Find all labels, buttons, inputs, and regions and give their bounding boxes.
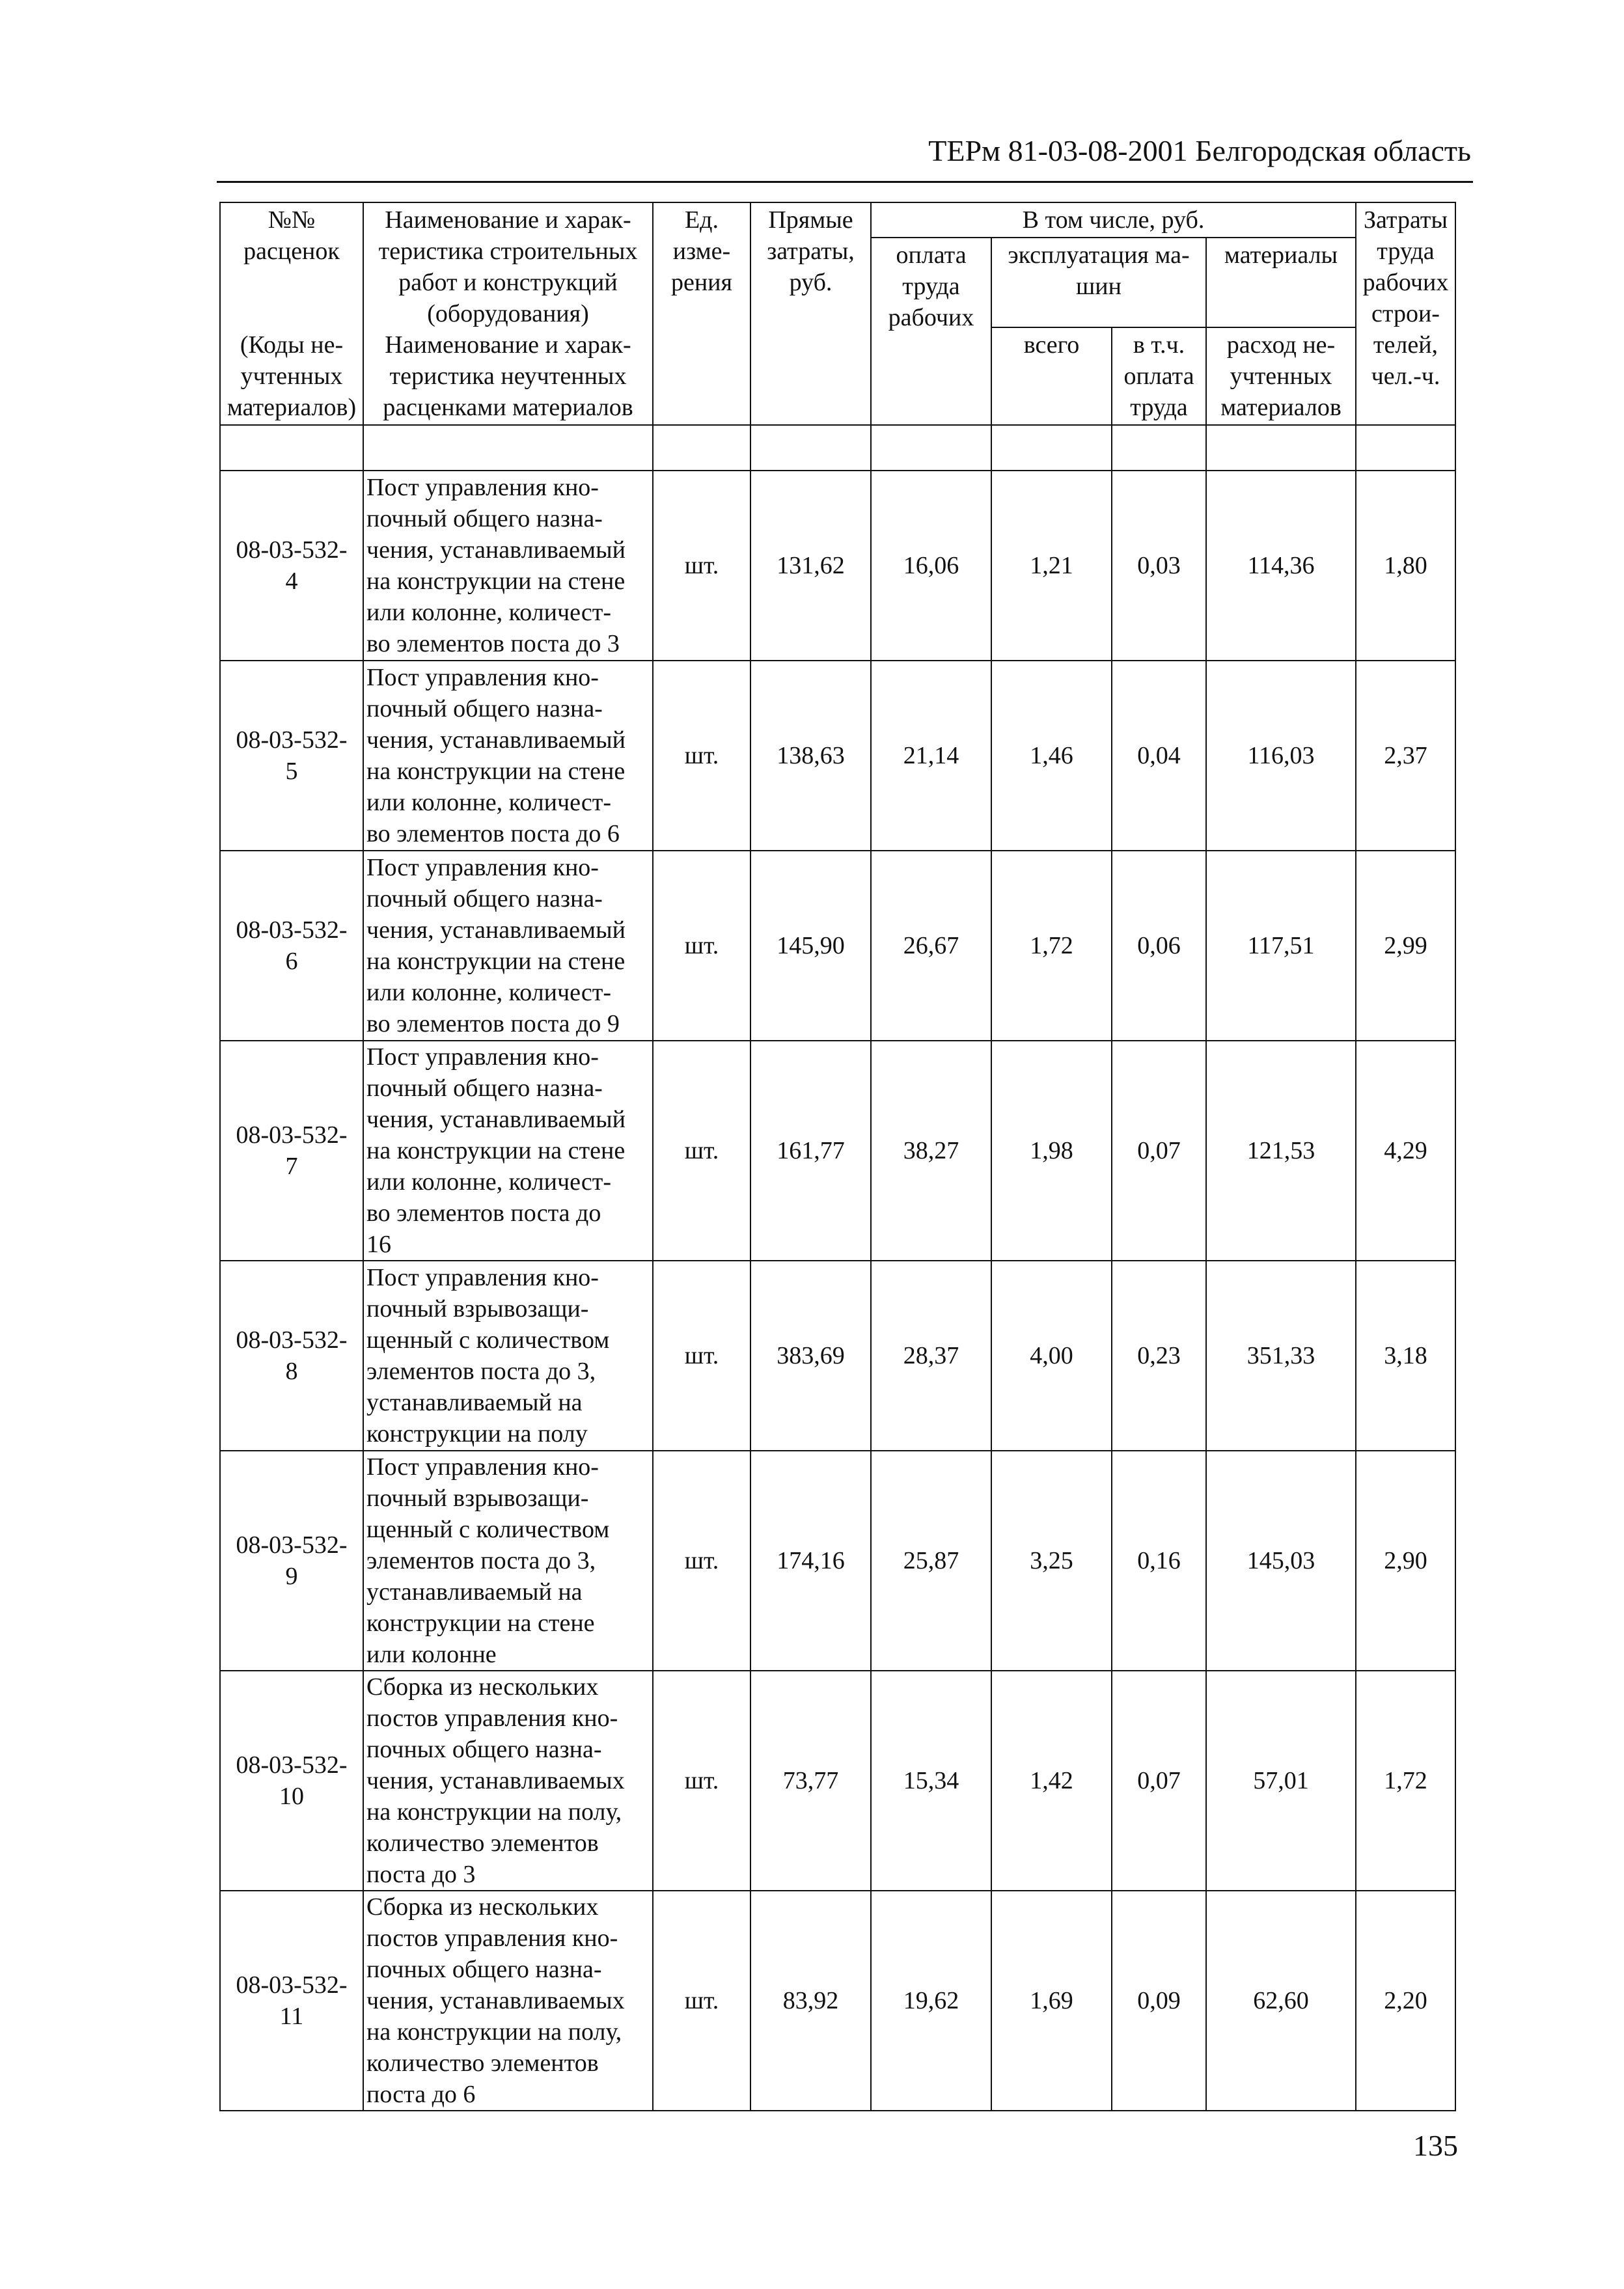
direct-costs-cell: 145,90: [750, 851, 871, 1041]
unit-cell: шт.: [653, 661, 750, 851]
machines-total-cell: 4,00: [991, 1261, 1112, 1451]
rate-code: 08-03-532- 7: [220, 1041, 363, 1261]
rates-table-body: [220, 471, 1455, 2111]
work-description: Пост управления кно- почный общего назна- чения, устанавливаемый на конструкции на стене или колонне, количест- во элементов поста до 16: [363, 1041, 653, 1261]
rates-table: [219, 202, 1456, 2111]
rate-code: 08-03-532- 6: [220, 851, 363, 1041]
direct-costs-cell: 174,16: [750, 1451, 871, 1671]
materials-cell: 121,53: [1206, 1041, 1356, 1261]
header-machines: эксплуатация ма- шин: [991, 238, 1206, 327]
direct-costs-cell: 83,92: [750, 1891, 871, 2111]
header-unit: Ед. изме- рения: [653, 202, 750, 425]
labor-costs-cell: 1,80: [1356, 471, 1455, 661]
table-row: [220, 1041, 1455, 1261]
machine-wages-cell: 0,03: [1112, 471, 1206, 661]
direct-costs-cell: 383,69: [750, 1261, 871, 1451]
header-materials-unaccounted: расход не- учтенных материалов: [1206, 327, 1356, 425]
work-description: Пост управления кно- почный общего назна- чения, устанавливаемый на конструкции на стене или колонне, количест- во элементов поста до 6: [363, 661, 653, 851]
unit-cell: шт.: [653, 1261, 750, 1451]
table-row: [220, 661, 1455, 851]
materials-cell: 116,03: [1206, 661, 1356, 851]
header-labor-costs: Затраты труда рабочих строи- телей, чел.-ч.: [1356, 202, 1455, 425]
machines-total-cell: 1,69: [991, 1891, 1112, 2111]
wages-cell: 26,67: [871, 851, 991, 1041]
unit-cell: шт.: [653, 1671, 750, 1891]
wages-cell: 19,62: [871, 1891, 991, 2111]
wages-cell: 16,06: [871, 471, 991, 661]
header-direct-costs: Прямые затраты, руб.: [750, 202, 871, 425]
header-machines-total: всего: [991, 327, 1112, 425]
work-description: Сборка из нескольких постов управления кно- почных общего назна- чения, устанавливаемых на конструкции на полу, количество элементов поста до 6: [363, 1891, 653, 2111]
labor-costs-cell: 2,37: [1356, 661, 1455, 851]
rate-code: 08-03-532- 4: [220, 471, 363, 661]
header-materials: материалы: [1206, 238, 1356, 327]
unit-cell: шт.: [653, 471, 750, 661]
machine-wages-cell: 0,16: [1112, 1451, 1206, 1671]
rate-code: 08-03-532- 10: [220, 1671, 363, 1891]
header-spacer-row: [220, 425, 1455, 471]
machine-wages-cell: 0,09: [1112, 1891, 1206, 2111]
header-machine-wages: в т.ч. оплата труда: [1112, 327, 1206, 425]
wages-cell: 21,14: [871, 661, 991, 851]
work-description: Пост управления кно- почный общего назна- чения, устанавливаемый на конструкции на стене или колонне, количест- во элементов поста до 3: [363, 471, 653, 661]
rate-code: 08-03-532- 11: [220, 1891, 363, 2111]
materials-cell: 117,51: [1206, 851, 1356, 1041]
table-row: [220, 1671, 1455, 1891]
materials-cell: 351,33: [1206, 1261, 1356, 1451]
work-description: Пост управления кно- почный общего назна- чения, устанавливаемый на конструкции на стене или колонне, количест- во элементов поста до 9: [363, 851, 653, 1041]
wages-cell: 28,37: [871, 1261, 991, 1451]
unit-cell: шт.: [653, 1041, 750, 1261]
materials-cell: 62,60: [1206, 1891, 1356, 2111]
unit-cell: шт.: [653, 1891, 750, 2111]
direct-costs-cell: 73,77: [750, 1671, 871, 1891]
direct-costs-cell: 161,77: [750, 1041, 871, 1261]
materials-cell: 57,01: [1206, 1671, 1356, 1891]
table-row: [220, 1891, 1455, 2111]
labor-costs-cell: 3,18: [1356, 1261, 1455, 1451]
rate-code: 08-03-532- 9: [220, 1451, 363, 1671]
header-row-1: [220, 202, 1455, 238]
work-description: Пост управления кно- почный взрывозащи- щенный с количеством элементов поста до 3, устанавливаемый на конструкции на стене или колонне: [363, 1451, 653, 1671]
rate-code: 08-03-532- 8: [220, 1261, 363, 1451]
machines-total-cell: 1,98: [991, 1041, 1112, 1261]
page-number: 135: [1413, 2129, 1458, 2162]
direct-costs-cell: 131,62: [750, 471, 871, 661]
labor-costs-cell: 1,72: [1356, 1671, 1455, 1891]
document-title: ТЕРм 81-03-08-2001 Белгородская область: [928, 134, 1471, 167]
machines-total-cell: 1,42: [991, 1671, 1112, 1891]
labor-costs-cell: 2,99: [1356, 851, 1455, 1041]
materials-cell: 114,36: [1206, 471, 1356, 661]
unit-cell: шт.: [653, 1451, 750, 1671]
table-row: [220, 1261, 1455, 1451]
direct-costs-cell: 138,63: [750, 661, 871, 851]
wages-cell: 15,34: [871, 1671, 991, 1891]
machines-total-cell: 1,46: [991, 661, 1112, 851]
labor-costs-cell: 2,90: [1356, 1451, 1455, 1671]
header-name: Наименование и харак- теристика строительных работ и конструкций (оборудования) Наименование и харак- теристика неучтенных расценками материалов: [363, 202, 653, 425]
header-rule: [217, 181, 1473, 183]
table-row: [220, 1451, 1455, 1671]
machine-wages-cell: 0,06: [1112, 851, 1206, 1041]
wages-cell: 25,87: [871, 1451, 991, 1671]
machines-total-cell: 1,72: [991, 851, 1112, 1041]
machine-wages-cell: 0,23: [1112, 1261, 1206, 1451]
header-code: №№ расценок (Коды не- учтенных материалов): [220, 202, 363, 425]
table-row: [220, 471, 1455, 661]
header-group-including: В том числе, руб.: [871, 202, 1356, 238]
labor-costs-cell: 2,20: [1356, 1891, 1455, 2111]
work-description: Пост управления кно- почный взрывозащи- щенный с количеством элементов поста до 3, устанавливаемый на конструкции на полу: [363, 1261, 653, 1451]
labor-costs-cell: 4,29: [1356, 1041, 1455, 1261]
work-description: Сборка из нескольких постов управления кно- почных общего назна- чения, устанавливаемых на конструкции на полу, количество элементов поста до 3: [363, 1671, 653, 1891]
machines-total-cell: 1,21: [991, 471, 1112, 661]
machine-wages-cell: 0,07: [1112, 1041, 1206, 1261]
machine-wages-cell: 0,07: [1112, 1671, 1206, 1891]
rate-code: 08-03-532- 5: [220, 661, 363, 851]
header-wages: оплата труда рабочих: [871, 238, 991, 425]
materials-cell: 145,03: [1206, 1451, 1356, 1671]
wages-cell: 38,27: [871, 1041, 991, 1261]
unit-cell: шт.: [653, 851, 750, 1041]
machines-total-cell: 3,25: [991, 1451, 1112, 1671]
table-row: [220, 851, 1455, 1041]
machine-wages-cell: 0,04: [1112, 661, 1206, 851]
